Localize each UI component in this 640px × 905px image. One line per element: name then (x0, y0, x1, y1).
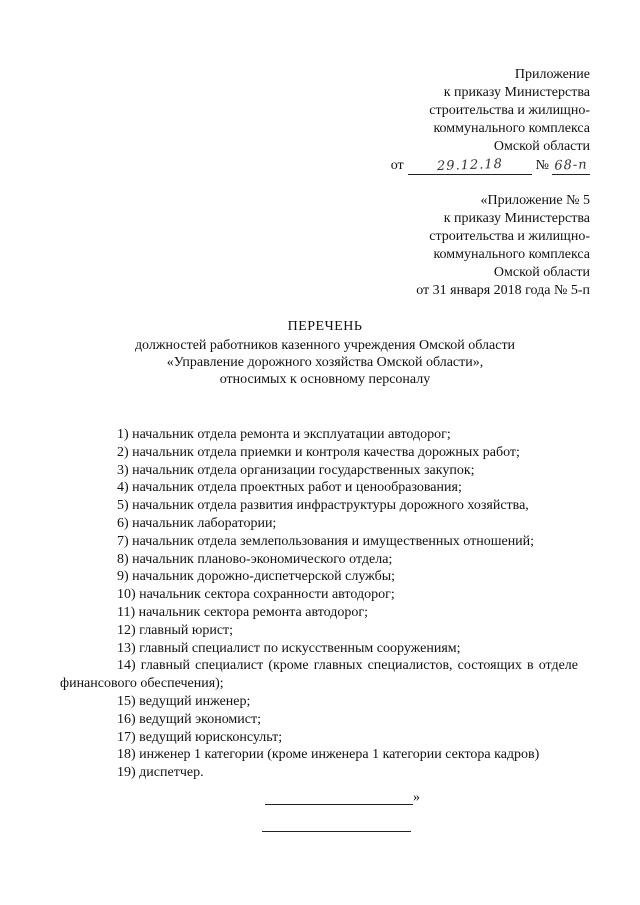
appendix-line: Омской области (493, 265, 590, 280)
list-item: 5) начальник отдела развития инфраструктуры дорожного хозяйства, (117, 498, 529, 514)
appendix-line: Приложение (514, 67, 590, 82)
closing-quote: » (413, 790, 420, 805)
closing-rule (265, 790, 413, 805)
list-item: 15) ведущий инженер; (117, 693, 251, 709)
list-item: 16) ведущий экономист; (117, 711, 262, 727)
date-prefix: от (390, 158, 404, 173)
number-blank (552, 156, 590, 175)
title-line: должностей работников казенного учреждения Омской области (134, 338, 516, 353)
list-item: 17) ведущий юрисконсульт; (117, 729, 283, 745)
date-blank (408, 156, 532, 175)
appendix-line: к приказу Министерства (443, 211, 590, 226)
list-item: 7) начальник отдела землепользования и имущественных отношений; (117, 533, 535, 549)
list-item: 13) главный специалист по искусственным сооружениям; (117, 640, 461, 656)
number-prefix: № (535, 158, 549, 173)
appendix-line: строительства и жилищно- (429, 229, 590, 244)
list-item: 19) диспетчер. (117, 765, 204, 781)
appendix-line: Омской области (493, 139, 590, 154)
list-item: 18) инженер 1 категории (кроме инженера 1 категории сектора кадров) (117, 747, 540, 763)
document-title (60, 318, 590, 388)
handwritten-number: 68-п (554, 157, 588, 174)
list-item: 8) начальник планово-экономического отдела; (117, 551, 393, 567)
appendix-header-order (350, 66, 590, 175)
appendix-line: «Приложение № 5 (480, 193, 590, 208)
order-date-number-row (350, 156, 590, 175)
list-item: 6) начальник лаборатории; (117, 515, 277, 531)
list-item: 14) главный специалист (кроме главных специалистов, состоящих в отделе финансового обеспечения); (60, 658, 578, 692)
list-item: 12) главный юрист; (117, 622, 234, 638)
list-item: 2) начальник отдела приемки и контроля качества дорожных работ; (117, 444, 520, 460)
title-line: «Управление дорожного хозяйства Омской области», (166, 355, 484, 370)
list-item: 11) начальник сектора ремонта автодорог; (117, 604, 369, 620)
bottom-separator (262, 831, 411, 832)
appendix-line: к приказу Министерства (443, 85, 590, 100)
appendix-line: коммунального комплекса (433, 121, 590, 136)
appendix-line: строительства и жилищно- (429, 103, 590, 118)
list-item: 1) начальник отдела ремонта и эксплуатации автодорог; (117, 427, 451, 442)
list-item: 4) начальник отдела проектных работ и ценообразования; (117, 480, 462, 496)
appendix-line: коммунального комплекса (433, 247, 590, 262)
list-item: 10) начальник сектора сохранности автодорог; (117, 587, 395, 603)
handwritten-date: 29.12.18 (436, 156, 503, 175)
appendix-header-original (350, 192, 590, 300)
list-item: 9) начальник дорожно-диспетчерской службы; (117, 569, 396, 585)
appendix-line: от 31 января 2018 года № 5-п (416, 283, 590, 298)
title-line: относимых к основному персоналу (219, 372, 431, 387)
title-heading: ПЕРЕЧЕНЬ (287, 319, 363, 334)
positions-list (60, 426, 578, 782)
list-item: 3) начальник отдела организации государственных закупок; (117, 462, 475, 478)
